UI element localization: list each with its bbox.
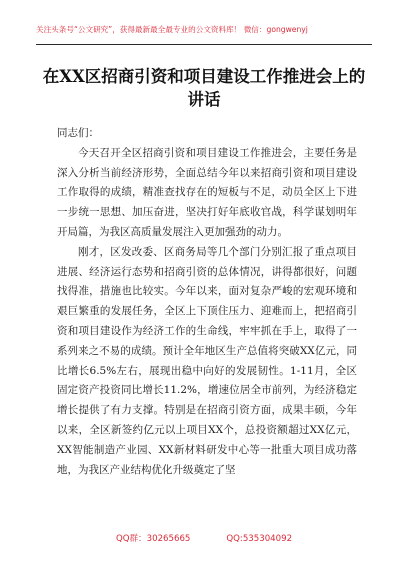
document-title: 在XX区招商引资和项目建设工作推进会上的讲话 <box>42 67 366 109</box>
header-banner: 关注头条号“公文研究”，获得最新最全最专业的公文资料库！ 微信：gongwenyj <box>36 25 308 34</box>
document-body <box>57 124 357 480</box>
footer-qq-group: QQ群：30265665 <box>115 534 191 544</box>
header-divider <box>36 44 372 45</box>
paragraph-1: 今天召开全区招商引资和项目建设工作推进会，主要任务是深入分析当前经济形势，全面总结今年以来招商引资和项目建设工作取得的成绩，精准查找存在的短板与不足，动员全区上下进一步统一思想、加压奋进，坚决打好年底收官战，科学谋划明年开局篇，为我区高质量发展注入更加强劲的动力。 <box>57 146 357 238</box>
paragraph-2: 刚才，区发改委、区商务局等几个部门分别汇报了重点项目进展、经济运行态势和招商引资的总体情况，讲得都很好，问题找得准，措施也比较实。今年以来，面对复杂严峻的宏观环境和艰巨繁重的发展任务，全区上下顶住压力、迎难而上，把招商引资和项目建设作为经济工作的生命线，牢牢抓在手上，取得了一系列来之不易的成绩。预计全年地区生产总值将突破XX亿元，同比增长6.5%左右，展现出稳中向好的发展韧性。1-11月，全区固定资产投资同比增长11.2%，增速位居全市前列，为经济稳定增长提供了有力支撑。特别是在招商引资方面，成果丰硕，今年以来，全区新签约亿元以上项目XX个，总投资额超过XX亿元，XX智能制造产业园、XX新材料研发中心等一批重大项目成功落地，为我区产业结构优化升级奠定了坚 <box>57 245 357 476</box>
footer-contact <box>0 532 408 544</box>
footer-qq: QQ:535304092 <box>226 534 293 544</box>
salutation: 同志们： <box>57 127 99 139</box>
